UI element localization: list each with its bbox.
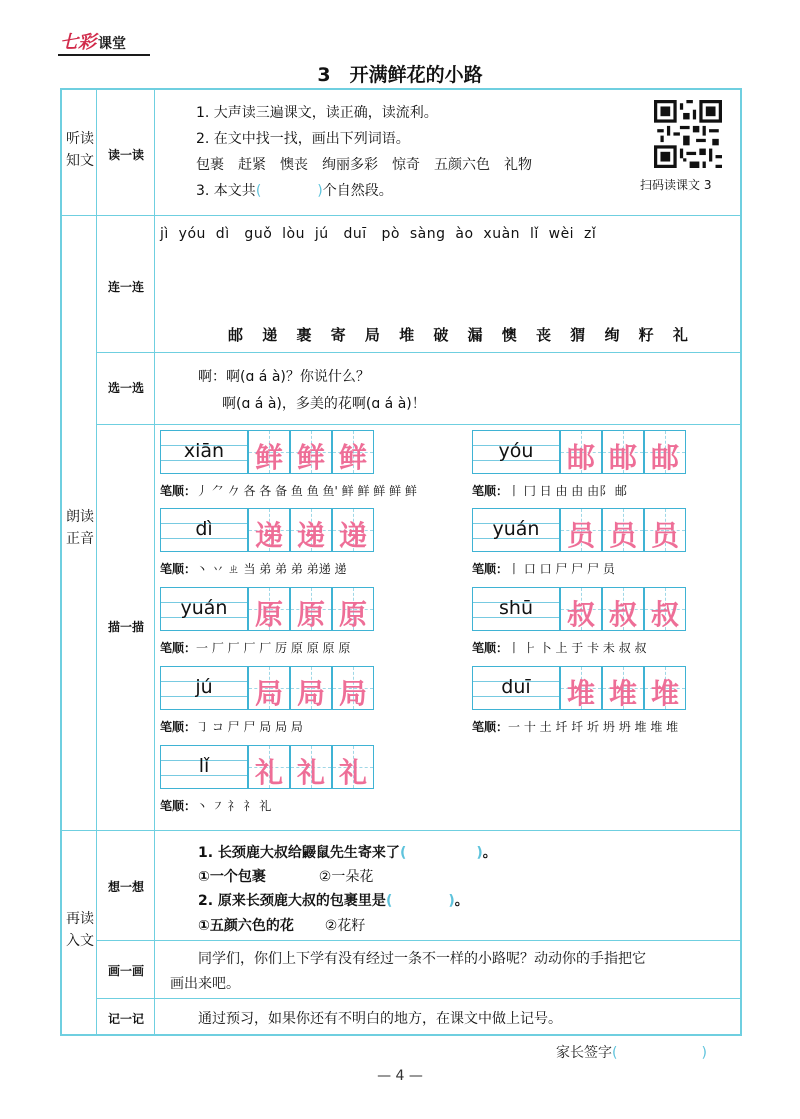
stroke-sequence: 丶 丷 ㄓ 当 弟 弟 弟 弟递 递: [196, 562, 347, 576]
stroke-sequence: 丿 ⺈ 𠂊 各 各 备 鱼 鱼 鱼' 鲜 鲜 鲜 鲜 鲜: [196, 484, 417, 498]
logo-main: 七彩: [60, 32, 96, 53]
trace-char-box[interactable]: [290, 430, 332, 474]
think-q2-blank[interactable]: ( ): [385, 893, 455, 909]
logo-sub: 课堂: [98, 36, 126, 52]
draw-text-2: 画出来吧。: [170, 976, 240, 992]
trace-char-box[interactable]: [560, 508, 602, 552]
think-q2-text: 2. 原来长颈鹿大叔的包裹里是: [198, 893, 386, 909]
pinyin-text: jú: [195, 676, 213, 698]
qr-code-icon[interactable]: [654, 100, 722, 168]
pinyin-text: yuán: [180, 597, 228, 619]
trace-char: 礼: [254, 756, 283, 789]
stroke-sequence: 丨 ⺊ 卜 上 于 卡 未 叔 叔: [508, 641, 647, 655]
choose-line-1: 啊：啊(ɑ á à)？你说什么？: [198, 369, 370, 385]
trace-char: 鲜: [296, 441, 325, 474]
stroke-order-label: 笔顺：: [160, 641, 197, 655]
trace-char: 鲜: [254, 441, 283, 474]
trace-char: 原: [296, 598, 325, 631]
trace-char: 礼: [338, 756, 367, 789]
stroke-order-label: 笔顺：: [160, 562, 197, 576]
trace-char-box[interactable]: [290, 666, 332, 710]
paragraph-count-blank[interactable]: ( ): [255, 183, 323, 199]
read-instruction-1: 1. 大声读三遍课文，读正确，读流利。: [196, 105, 438, 121]
pinyin-box: [160, 430, 248, 474]
paragraph-count-suffix: 个自然段。: [322, 183, 393, 199]
pinyin-text: yóu: [498, 440, 534, 462]
trace-char: 原: [254, 598, 283, 631]
pinyin-text: xiān: [183, 440, 225, 462]
trace-char: 鲜: [338, 441, 367, 474]
pinyin-box: [160, 666, 248, 710]
match-pinyin-row: jì yóu dì guǒ lòu jú duī pò sàng ào xuàn lǐ wèi zǐ: [160, 226, 597, 242]
trace-char: 局: [338, 677, 367, 710]
stroke-sequence: 一 厂 厂 厂 厂 厉 原 原 原 原: [196, 641, 351, 655]
trace-char-box[interactable]: [644, 430, 686, 474]
trace-char-box[interactable]: [248, 745, 290, 789]
stroke-order-label: 笔顺：: [472, 720, 509, 734]
pinyin-box: [160, 587, 248, 631]
trace-char: 堆: [566, 677, 595, 710]
stroke-order: [472, 718, 678, 735]
think-q1-option-2: ②一朵花: [318, 869, 374, 885]
trace-char: 礼: [296, 756, 325, 789]
pinyin-box: [472, 508, 560, 552]
trace-char-box[interactable]: [644, 587, 686, 631]
think-question-2: [198, 890, 469, 910]
trace-char: 叔: [608, 598, 637, 631]
divider: [60, 215, 742, 216]
trace-char: 叔: [566, 598, 595, 631]
stroke-sequence: 丨 口 口 尸 尸 尸 员: [508, 562, 615, 576]
trace-char: 原: [338, 598, 367, 631]
trace-char-box[interactable]: [332, 587, 374, 631]
pinyin-text: yuán: [492, 518, 540, 540]
label-read-aloud: 读一读: [107, 148, 144, 162]
stroke-order-label: 笔顺：: [472, 562, 509, 576]
stroke-order: [472, 560, 615, 577]
trace-char: 局: [254, 677, 283, 710]
section-listen: 听读 知文: [66, 131, 94, 169]
trace-char: 堆: [650, 677, 679, 710]
divider: [96, 940, 742, 941]
trace-char-box[interactable]: [602, 666, 644, 710]
think-question-1: [198, 842, 497, 862]
trace-char-box[interactable]: [290, 508, 332, 552]
trace-char-box[interactable]: [332, 430, 374, 474]
label-note: 记一记: [107, 1012, 144, 1026]
stroke-order: [160, 718, 303, 735]
pinyin-box: [160, 745, 248, 789]
stroke-order: [160, 639, 350, 656]
pinyin-text: lǐ: [198, 755, 210, 777]
pinyin-text: duī: [501, 676, 531, 698]
choose-line-2: 啊(ɑ á à)，多美的花啊(ɑ á à)！: [222, 396, 426, 412]
stroke-order: [160, 797, 271, 814]
label-think: 想一想: [107, 880, 144, 894]
trace-char-box[interactable]: [644, 508, 686, 552]
trace-char: 邮: [566, 441, 595, 474]
trace-char-box[interactable]: [290, 745, 332, 789]
think-q2-option-2: ②花籽: [324, 918, 366, 934]
trace-char-box[interactable]: [560, 587, 602, 631]
stroke-order: [472, 639, 647, 656]
trace-char: 堆: [608, 677, 637, 710]
trace-char-box[interactable]: [644, 666, 686, 710]
stroke-order: [160, 560, 347, 577]
trace-char: 员: [608, 519, 637, 552]
publisher-logo: [60, 28, 126, 54]
page-number: — 4 —: [377, 1068, 423, 1084]
trace-char-box[interactable]: [602, 430, 644, 474]
label-match: 连一连: [107, 280, 144, 294]
parent-signature-label: 家长签字: [556, 1045, 612, 1061]
match-char-row: 邮 递 裹 寄 局 堆 破 漏 懊 丧 猬 绚 籽 礼: [228, 326, 695, 344]
trace-char: 递: [338, 519, 367, 552]
parent-signature[interactable]: [556, 1042, 707, 1062]
stroke-order-label: 笔顺：: [160, 484, 197, 498]
trace-char-box[interactable]: [332, 666, 374, 710]
trace-char-box[interactable]: [248, 587, 290, 631]
stroke-sequence: 丨 冂 日 由 由 由阝 邮: [508, 484, 627, 498]
trace-char: 员: [566, 519, 595, 552]
stroke-order-label: 笔顺：: [472, 641, 509, 655]
divider: [60, 830, 742, 831]
trace-char-box[interactable]: [290, 587, 332, 631]
pinyin-box: [472, 430, 560, 474]
trace-char-box[interactable]: [560, 430, 602, 474]
think-q1-text: 1. 长颈鹿大叔给鼹鼠先生寄来了: [198, 845, 400, 861]
stroke-sequence: ㇆ コ 尸 尸 局 局 局: [196, 720, 303, 734]
parent-signature-blank[interactable]: ( ): [612, 1045, 707, 1061]
think-q2-options: [198, 915, 365, 935]
think-q2-option-1: ①五颜六色的花: [198, 918, 294, 934]
think-q1-end: 。: [482, 845, 497, 861]
stroke-order: [160, 482, 417, 499]
label-draw: 画一画: [107, 964, 144, 978]
trace-char: 局: [296, 677, 325, 710]
pinyin-box: [472, 666, 560, 710]
pinyin-box: [472, 587, 560, 631]
think-q1-blank[interactable]: ( ): [399, 845, 483, 861]
stroke-order-label: 笔顺：: [160, 799, 197, 813]
trace-char: 邮: [650, 441, 679, 474]
divider: [96, 424, 742, 425]
divider: [96, 998, 742, 999]
draw-text-1: 同学们，你们上下学有没有经过一条不一样的小路呢？动动你的手指把它: [198, 951, 646, 967]
trace-char-box[interactable]: [248, 508, 290, 552]
stroke-sequence: 一 十 土 圲 圲 圻 坍 坍 堆 堆 堆: [508, 720, 679, 734]
think-q1-options: [198, 866, 373, 886]
paragraph-count-prefix: 3. 本文共: [196, 183, 256, 199]
logo-underline: [58, 54, 150, 56]
read-instruction-3: [196, 180, 393, 200]
label-choose: 选一选: [107, 381, 144, 395]
trace-char: 邮: [608, 441, 637, 474]
pinyin-text: shū: [499, 597, 533, 619]
note-text: 通过预习，如果你还有不明白的地方，在课文中做上记号。: [198, 1011, 562, 1027]
trace-char: 递: [296, 519, 325, 552]
section-read: 朗读 正音: [66, 509, 94, 547]
stroke-order: [472, 482, 627, 499]
pinyin-text: dì: [195, 518, 213, 540]
trace-char-box[interactable]: [332, 508, 374, 552]
stroke-sequence: 丶 ㇇ 礻 礻 礼: [196, 799, 272, 813]
stroke-order-label: 笔顺：: [472, 484, 509, 498]
trace-char: 员: [650, 519, 679, 552]
label-trace: 描一描: [107, 620, 144, 634]
trace-char-box[interactable]: [332, 745, 374, 789]
think-q1-option-1: ①一个包裹: [198, 869, 266, 885]
divider: [96, 352, 742, 353]
trace-char-box[interactable]: [602, 587, 644, 631]
trace-char-box[interactable]: [560, 666, 602, 710]
lesson-title: 3 开满鲜花的小路: [317, 64, 483, 86]
trace-char-box[interactable]: [602, 508, 644, 552]
trace-char-box[interactable]: [248, 666, 290, 710]
think-q2-end: 。: [454, 893, 469, 909]
word-list: 包裹 赶紧 懊丧 绚丽多彩 惊奇 五颜六色 礼物: [196, 157, 532, 173]
read-instruction-2: 2. 在文中找一找，画出下列词语。: [196, 131, 410, 147]
pinyin-box: [160, 508, 248, 552]
trace-char: 递: [254, 519, 283, 552]
qr-caption: 扫码读课文 3: [640, 178, 712, 192]
section-reread: 再读 入文: [66, 911, 94, 949]
stroke-order-label: 笔顺：: [160, 720, 197, 734]
trace-char-box[interactable]: [248, 430, 290, 474]
trace-char: 叔: [650, 598, 679, 631]
